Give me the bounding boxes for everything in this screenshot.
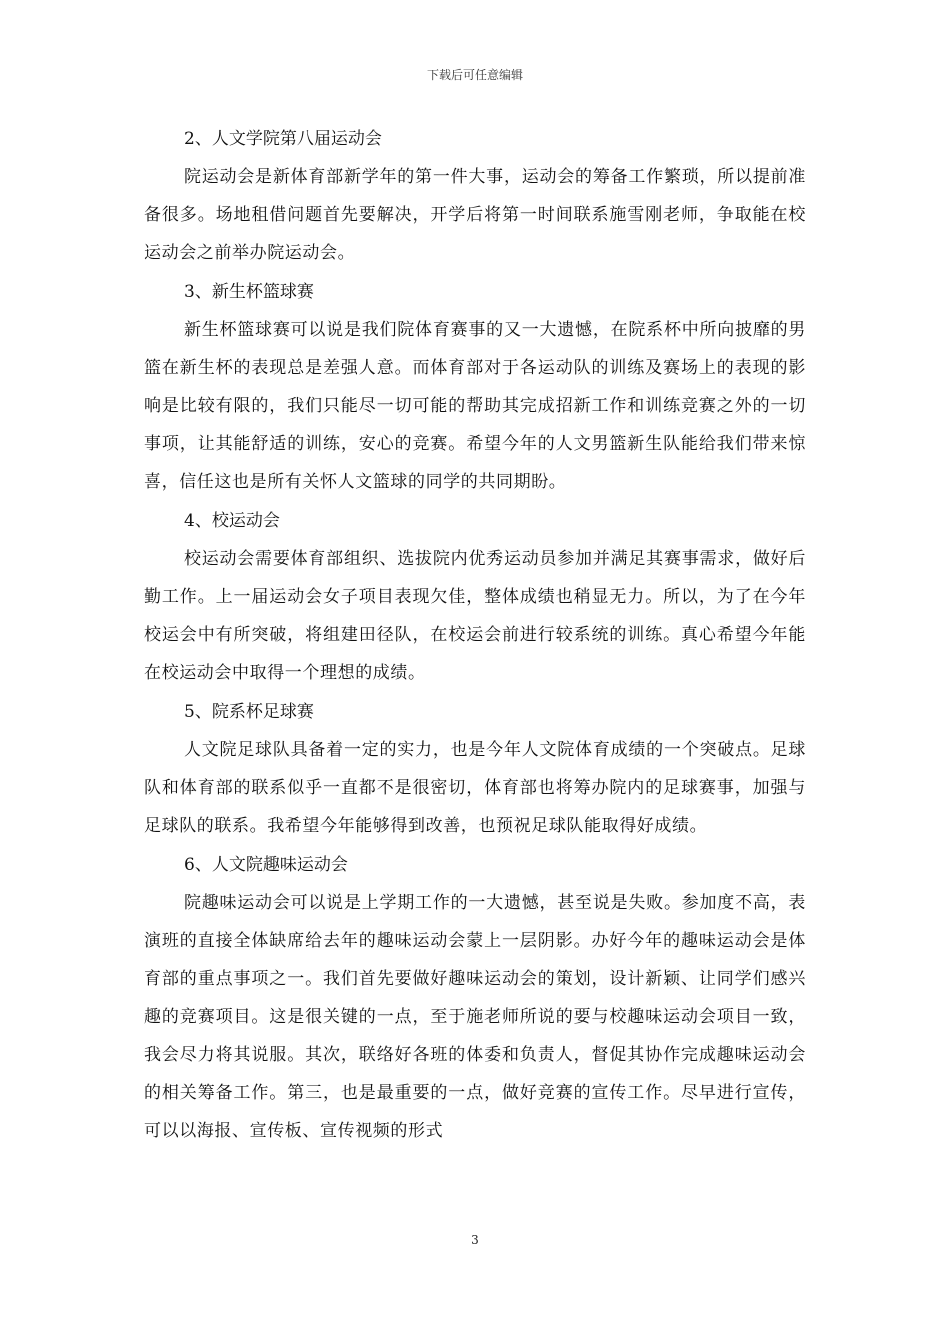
section-paragraph: 校运动会需要体育部组织、选拔院内优秀运动员参加并满足其赛事需求，做好后勤工作。上一届运动会女子项目表现欠佳，整体成绩也稍显无力。所以，为了在今年校运会中有所突破，将组建田径队，在校运会前进行较系统的训练。真心希望今年能在校运动会中取得一个理想的成绩。 bbox=[144, 549, 806, 683]
section-sports-meet bbox=[144, 120, 806, 272]
section-freshman-basketball bbox=[144, 273, 806, 501]
section-heading: 5、院系杯足球赛 bbox=[184, 702, 314, 722]
page-number: 3 bbox=[471, 1233, 479, 1247]
section-school-sports-meet bbox=[144, 502, 806, 692]
section-fun-sports-meet bbox=[144, 846, 806, 1150]
section-paragraph: 人文院足球队具备着一定的实力，也是今年人文院体育成绩的一个突破点。足球队和体育部的联系似乎一直都不是很密切，体育部也将筹办院内的足球赛事，加强与足球队的联系。我希望今年能够得到改善，也预祝足球队能取得好成绩。 bbox=[144, 740, 806, 836]
section-heading: 3、新生杯篮球赛 bbox=[184, 282, 314, 302]
section-heading: 4、校运动会 bbox=[184, 511, 280, 531]
section-paragraph: 院运动会是新体育部新学年的第一件大事，运动会的筹备工作繁琐，所以提前准备很多。场地租借问题首先要解决，开学后将第一时间联系施雪刚老师，争取能在校运动会之前举办院运动会。 bbox=[144, 167, 806, 263]
document-body bbox=[144, 120, 806, 1151]
section-paragraph: 新生杯篮球赛可以说是我们院体育赛事的又一大遗憾，在院系杯中所向披靡的男篮在新生杯的表现总是差强人意。而体育部对于各运动队的训练及赛场上的表现的影响是比较有限的，我们只能尽一切可能的帮助其完成招新工作和训练竞赛之外的一切事项，让其能舒适的训练，安心的竞赛。希望今年的人文男篮新生队能给我们带来惊喜，信任这也是所有关怀人文篮球的同学的共同期盼。 bbox=[144, 320, 806, 492]
section-heading: 2、人文学院第八届运动会 bbox=[184, 129, 382, 149]
section-paragraph: 院趣味运动会可以说是上学期工作的一大遗憾，甚至说是失败。参加度不高，表演班的直接全体缺席给去年的趣味运动会蒙上一层阴影。办好今年的趣味运动会是体育部的重点事项之一。我们首先要做好趣味运动会的策划，设计新颖、让同学们感兴趣的竞赛项目。这是很关键的一点，至于施老师所说的要与校趣味运动会项目一致，我会尽力将其说服。其次，联络好各班的体委和负责人，督促其协作完成趣味运动会的相关筹备工作。第三，也是最重要的一点，做好竞赛的宣传工作。尽早进行宣传，可以以海报、宣传板、宣传视频的形式 bbox=[144, 893, 806, 1141]
page-header: 下载后可任意编辑 bbox=[426, 68, 523, 82]
section-heading: 6、人文院趣味运动会 bbox=[184, 855, 348, 875]
section-football-cup bbox=[144, 693, 806, 845]
